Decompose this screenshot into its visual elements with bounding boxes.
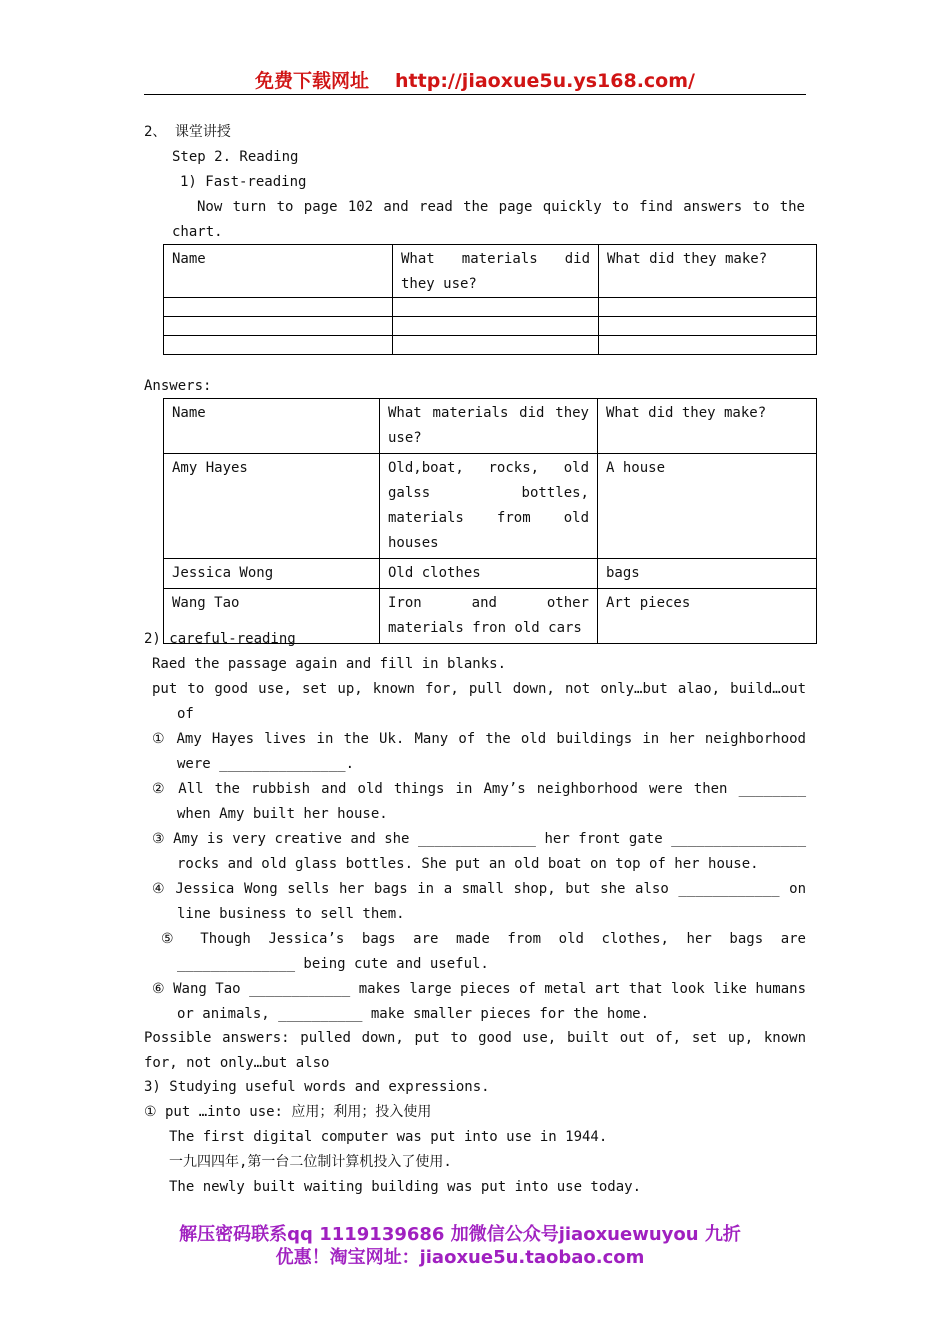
blank-cell[interactable] (164, 336, 393, 355)
phrases-line-2: of (177, 706, 194, 722)
answer-materials: Old,boat, rocks, old galss bottles, materials from old houses (380, 454, 598, 559)
fill-item-4-cont: line business to sell them. (177, 906, 405, 922)
blank-header-name: Name (164, 245, 393, 298)
answers-header-materials: What materials did they use? (380, 399, 598, 454)
fill-item-5-cont: ______________ being cute and useful. (177, 956, 489, 972)
phrases-line-1: put to good use, set up, known for, pull down, not only…but alao, build…out (152, 681, 806, 697)
answer-name: Wang Tao (164, 589, 380, 644)
header-url-link[interactable]: http://jiaoxue5u.ys168.com/ (395, 70, 695, 92)
vocab-item: ① put …into use: 应用；利用；投入使用 (144, 1104, 432, 1120)
answer-name: Jessica Wong (164, 559, 380, 589)
instruction-line-2: chart. (172, 224, 223, 240)
studying-heading: 3) Studying useful words and expressions. (144, 1079, 490, 1095)
page-header (144, 66, 806, 93)
possible-answers-line-2: for, not only…but also (144, 1055, 330, 1071)
fill-item-4: ④ Jessica Wong sells her bags in a small shop, but she also ____________ on (152, 881, 806, 897)
fill-item-2: ② All the rubbish and old things in Amy’s neighborhood were then ________ (152, 781, 806, 797)
answer-made: Art pieces (598, 589, 817, 644)
blank-cell[interactable] (599, 298, 817, 317)
fill-item-6-cont: or animals, __________ make smaller pieces for the home. (177, 1006, 650, 1022)
blank-header-materials: What materials did they use? (393, 245, 599, 298)
possible-answers-line-1: Possible answers: pulled down, put to good use, built out of, set up, known (144, 1030, 806, 1046)
table-row (164, 559, 817, 589)
answers-header-made: What did they make? (598, 399, 817, 454)
blank-cell[interactable] (164, 298, 393, 317)
blank-cell[interactable] (164, 317, 393, 336)
instruction-line-1: Now turn to page 102 and read the page quickly to find answers to the (197, 199, 805, 215)
footer-line-2: 优惠！淘宝网址：jiaoxue5u.taobao.com (275, 1247, 645, 1268)
blank-cell[interactable] (599, 336, 817, 355)
answer-made: A house (598, 454, 817, 559)
example-sentence-1: The first digital computer was put into use in 1944. (169, 1129, 608, 1145)
answer-materials: Old clothes (380, 559, 598, 589)
example-translation-1: 一九四四年,第一台二位制计算机投入了使用. (169, 1154, 452, 1170)
fill-item-3: ③ Amy is very creative and she ______________ her front gate ________________ (152, 831, 806, 847)
step-heading: Step 2. Reading (172, 149, 299, 165)
fill-item-5: ⑤ Though Jessica’s bags are made from old clothes, her bags are (161, 931, 806, 947)
section-title: 2、 课堂讲授 (144, 124, 231, 140)
fill-item-6: ⑥ Wang Tao ____________ makes large pieces of metal art that look like humans (152, 981, 806, 997)
header-rule (144, 94, 806, 95)
careful-reading-heading: 2) careful-reading (144, 631, 296, 647)
blank-cell[interactable] (393, 317, 599, 336)
fill-item-1-cont: were _______________. (177, 756, 355, 772)
footer-line-1: 解压密码联系qq 1119139686 加微信公众号jiaoxuewuyou 九折 (179, 1224, 741, 1245)
answers-label: Answers: (144, 378, 212, 394)
blank-chart-table (163, 244, 817, 355)
table-row (164, 454, 817, 559)
blank-header-made: What did they make? (599, 245, 817, 298)
answers-header-name: Name (164, 399, 380, 454)
header-label: 免费下载网址 (255, 70, 370, 92)
example-sentence-2: The newly built waiting building was put into use today. (169, 1179, 642, 1195)
answers-table (163, 398, 817, 644)
answer-name: Amy Hayes (164, 454, 380, 559)
fast-reading-heading: 1) Fast-reading (180, 174, 307, 190)
answer-made: bags (598, 559, 817, 589)
answer-materials: Iron and other materials fron old cars (380, 589, 598, 644)
fill-item-2-cont: when Amy built her house. (177, 806, 388, 822)
blank-cell[interactable] (599, 317, 817, 336)
fill-item-1: ① Amy Hayes lives in the Uk. Many of the old buildings in her neighborhood (152, 731, 806, 747)
blank-cell[interactable] (393, 336, 599, 355)
blank-cell[interactable] (393, 298, 599, 317)
careful-instruction: Raed the passage again and fill in blanks. (152, 656, 507, 672)
fill-item-3-cont: rocks and old glass bottles. She put an old boat on top of her house. (177, 856, 759, 872)
